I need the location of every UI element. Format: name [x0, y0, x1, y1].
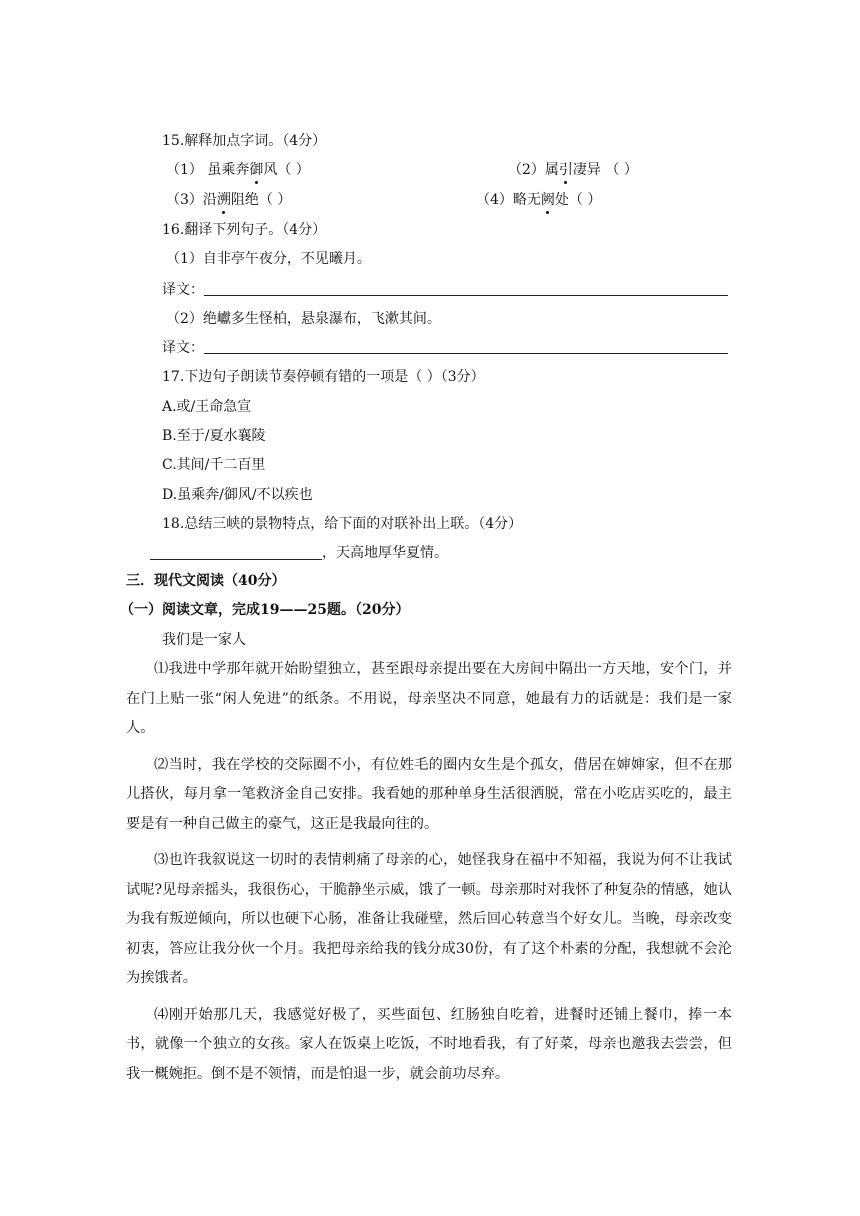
q16-sentence-1: （1）自非亭午夜分，不见曦月。 — [166, 251, 371, 267]
q18-couplet-second-line: ，天高地厚华夏情。 — [322, 545, 448, 561]
q17-title: 17.下边句子朗读节奏停顿有错的一项是（ ）（3分） — [162, 369, 485, 385]
q16-translation-label-2: 译文： — [162, 340, 204, 356]
q17-option-b: B.至于/夏水襄陵 — [162, 428, 266, 444]
q15-item-2-pre: （2）属 — [508, 162, 559, 178]
q15-item-1-pre: （1） 虽乘奔 — [166, 162, 250, 178]
q15-item-3-dotted-char: 溯 — [216, 192, 231, 208]
q15-item-4-dotted-char: 阙 — [540, 192, 555, 208]
q15-item-1-dotted-char: 御 — [249, 162, 264, 178]
q16-title: 16.翻译下列句子。（4分） — [162, 222, 327, 238]
q15-item-2-post: 凄异 （ ） — [572, 162, 638, 178]
q15-item-3-pre: （3）沿 — [166, 192, 217, 208]
q18-title: 18.总结三峡的景物特点，给下面的对联补出上联。（4分） — [162, 516, 523, 532]
q15-item-4-pre: （4）略无 — [476, 192, 541, 208]
q15-item-3-post: 阻绝（ ） — [230, 192, 292, 208]
article-title: 我们是一家人 — [162, 632, 246, 648]
article-paragraph-2: ⑵当时，我在学校的交际圈不小，有位姓毛的圈内女生是个孤女，借居在婶婶家，但不在那儿搭伙，每月拿一笔救济金自己安排。我看她的那种单身生活很洒脱，常在小吃店买吃的，最主要是有一种自己做主的豪气，这正是我最向往的。 — [126, 756, 732, 832]
q17-option-d: D.虽乘奔/御风/不以疾也 — [162, 487, 313, 503]
section-heading: 三．现代文阅读（40分） — [126, 573, 286, 589]
q15-title: 15.解释加点字词。（4分） — [162, 133, 327, 149]
article-body — [126, 655, 732, 1089]
q18-answer-line — [150, 559, 322, 560]
subsection-heading: （一）阅读文章，完成19——25题。（20分） — [120, 602, 410, 618]
q16-answer-line-1 — [204, 295, 728, 296]
q15-item-1 — [166, 160, 310, 180]
q15-item-2-dotted-char: 引 — [558, 162, 573, 178]
q15-item-4-post: 处（ ） — [554, 192, 602, 208]
article-paragraph-1: ⑴我进中学那年就开始盼望独立，甚至跟母亲提出要在大房间中隔出一方天地，安个门，并在门上贴一张“闲人免进”的纸条。不用说，母亲坚决不同意，她最有力的话就是：我们是一家人。 — [126, 661, 732, 736]
article-paragraph-4: ⑷刚开始那几天，我感觉好极了，买些面包、红肠独自吃着，进餐时还铺上餐巾，捧一本书，就像一个独立的女孩。家人在饭桌上吃饭，不时地看我，有了好菜，母亲也邀我去尝尝，但我一概婉拒。倒不是不领情，而是怕退一步，就会前功尽弃。 — [126, 1006, 732, 1082]
q16-sentence-2: （2）绝巘多生怪柏，悬泉瀑布，飞漱其间。 — [166, 311, 441, 327]
q15-item-4 — [476, 190, 601, 210]
q17-option-a: A.或/王命急宣 — [162, 399, 252, 415]
q15-item-3 — [166, 190, 291, 210]
q15-item-1-post: 风（ ） — [263, 162, 310, 178]
q16-translation-label-1: 译文： — [162, 282, 204, 298]
q15-item-2 — [508, 160, 638, 180]
q16-answer-line-2 — [204, 353, 728, 354]
article-paragraph-3: ⑶也许我叙说这一切时的表情刺痛了母亲的心，她怪我身在福中不知福，我说为何不让我试试呢?见母亲摇头，我很伤心，干脆静坐示威，饿了一顿。母亲那时对我怀了种复杂的情感，她认为我有叛逆倾向，所以也硬下心肠，准备让我碰壁，然后回心转意当个好女儿。当晚，母亲改变初衷，答应让我分伙一个月。我把母亲给我的钱分成30份，有了这个朴素的分配，我想就不会沦为挨饿者。 — [126, 852, 732, 986]
q17-option-c: C.其间/千二百里 — [162, 457, 266, 473]
